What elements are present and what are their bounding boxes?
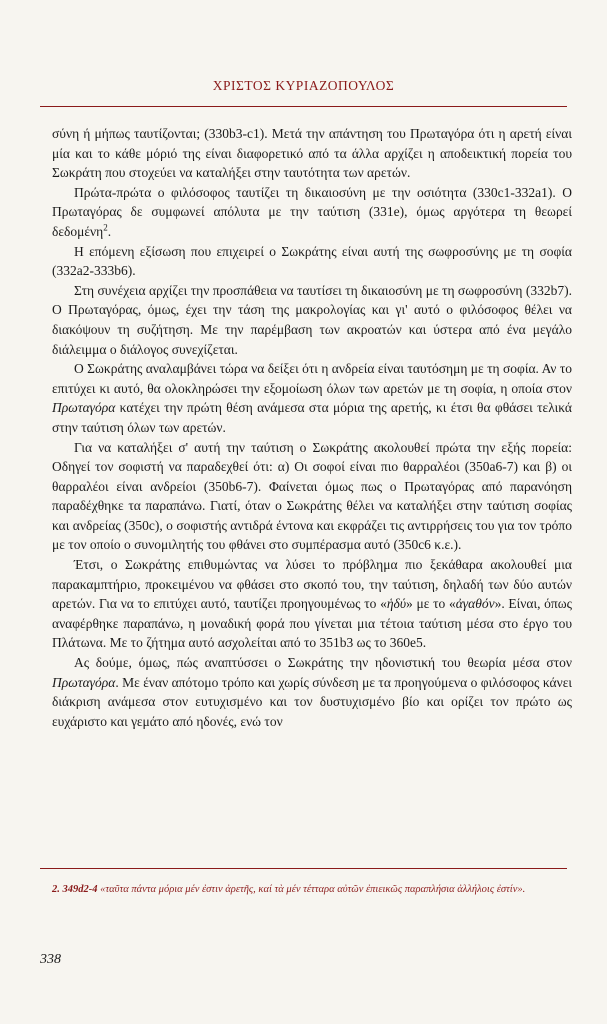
paragraph-3: Η επόμενη εξίσωση που επιχειρεί ο Σωκράτης είναι αυτή της σωφροσύνης με τη σοφία (332a2-333b6). [52,243,572,279]
paragraph-8-tail: . Με έναν απότομο τρόπο και χωρίς σύνδεση με τα προηγούμενα ο φιλόσοφος κάνει διάκριση ανάμεσα στον ευτυχισμένο και τον δυστυχισμένο βίο και ορίζει τον πρώτο ως ευχάριστο και γεμάτο από ηδονές, ενώ τον [52,674,572,729]
main-text [52,124,572,731]
footnote-ref: 349d2-4 [62,884,98,895]
paragraph-7 [52,555,572,653]
italic-hedy: ἡδύ [386,596,407,612]
footnote-divider [40,868,567,869]
italic-agathon: ἀγαθόν [455,596,495,612]
paragraph-4: Στη συνέχεια αρχίζει την προσπάθεια να ταυτίσει τη δικαιοσύνη με τη σωφροσύνη (332b7). Ο Πρωταγόρας, όμως, έχει την τάση της μακρολογίας και γι' αυτό ο φιλόσοφος θέλει να διακόψουν τη συζήτηση. Με την παρέμβαση των ακροατών και ύστερα από ένα μεγάλο διάλειμμα ο διάλογος συνεχίζεται. [52,282,572,357]
footnote-number: 2. [52,884,60,895]
footnote [52,882,572,897]
italic-protagoras: Πρωταγόρα [52,400,116,416]
paragraph-6: Για να καταλήξει σ' αυτή την ταύτιση ο Σωκράτης ακολουθεί πρώτα την εξής πορεία: Οδηγεί τον σοφιστή να παραδεχθεί ότι: α) Οι σοφοί είναι πιο θαρραλέοι (350a6-7) και β) οι θαρραλέοι είναι ανδρείοι (350b6-7). Φαίνεται όμως πως ο Πρωταγόρας από παρανόηση παραδέχθηκε τα παραπάνω. Γιατί, όταν ο Σωκράτης θέλει να καταλήξει στην ταύτιση σοφίας και ανδρείας (350c), ο σοφιστής αντιδρά έντονα και εκφράζει τις αντιρρήσεις του για τον τρόπο με τον οποίο ο συνομιλητής του φθάνει στο συμπέρασμα αυτό (350c6 κ.ε.). [52,439,572,553]
paragraph-5-text: Ο Σωκράτης αναλαμβάνει τώρα να δείξει ότι η ανδρεία είναι ταυτόσημη με τη σοφία. Αν το επιτύχει κι αυτό, θα ολοκληρώσει την εξομοίωση όλων των αρετών με τη σοφία, η οποία στον [52,361,572,396]
footnote-marker: 2 [103,222,108,233]
running-header: ΧΡΙΣΤΟΣ ΚΥΡΙΑΖΟΠΟΥΛΟΣ [212,78,395,93]
italic-protagoras-2: Πρωταγόρα [52,674,116,690]
page-number: 338 [40,952,61,967]
footnote-text: «ταῦτα πάντα μόρια μέν ἐστιν ἀρετῆς, καί τὰ μέν τέτταρα αὐτῶν ἐπιεικῶς παραπλήσια ἀλλήλοις ἐστίν». [100,884,526,895]
paragraph-7-text: Έτσι, ο Σωκράτης επιθυμώντας να λύσει το πρόβλημα πιο ξεκάθαρα ακολουθεί μια παρακαμπτήριο, προκειμένου να φθάσει στο σκοπό του, την ταύτιση, δηλαδή των δύο αυτών αρετών. Για να το επιτύχει αυτό, ταυτίζει προηγουμένως το « [52,557,572,612]
paragraph-2-text: Πρώτα-πρώτα ο φιλόσοφος ταυτίζει τη δικαιοσύνη με την οσιότητα (330c1-332a1). Ο Πρωταγόρας δε συμφωνεί απόλυτα με την ταύτιση (331e), όμως αργότερα τη θεωρεί δεδομένη [52,184,572,239]
paragraph-8 [52,653,572,731]
paragraph-8-text: Ας δούμε, όμως, πώς αναπτύσσει ο Σωκράτης την ηδονιστική του θεωρία μέσα στον [74,655,572,671]
paragraph-7-mid: » με το « [406,596,456,612]
paragraph-7-tail: ». Είναι, όπως αναφέρθηκε παραπάνω, η μοναδική φορά που γίνεται μια τέτοια ταύτιση μέσα στο έργο του Πλάτωνα. Με το ζήτημα αυτό ασχολείται από το 351b3 ως το 360e5. [52,596,572,651]
paragraph-5-tail: κατέχει την πρώτη θέση ανάμεσα στα μόρια της αρετής, κι έτσι θα φθάσει τελικά στην ταύτιση όλων των αρετών. [52,400,572,435]
paragraph-5 [52,359,572,437]
paragraph-2: Πρώτα-πρώτα ο φιλόσοφος ταυτίζει τη δικαιοσύνη με την οσιότητα (330c1-332a1). Ο Πρωταγόρας δε συμφωνεί απόλυτα με την ταύτιση (331e), όμως αργότερα τη θεωρεί δεδομένη$^2$. [52,184,572,239]
header-divider [40,106,567,107]
paragraph-1: σύνη ή μήπως ταυτίζονται; (330b3-c1). Μετά την απάντηση του Πρωταγόρα ότι η αρετή είναι μία και το κάθε μόριό της είναι διαφορετικό από τα άλλα αρχίζει η αποδεικτική πορεία του Σωκράτη που στοχεύει να καταλήξει στην ταυτότητα των αρετών. [52,126,572,181]
